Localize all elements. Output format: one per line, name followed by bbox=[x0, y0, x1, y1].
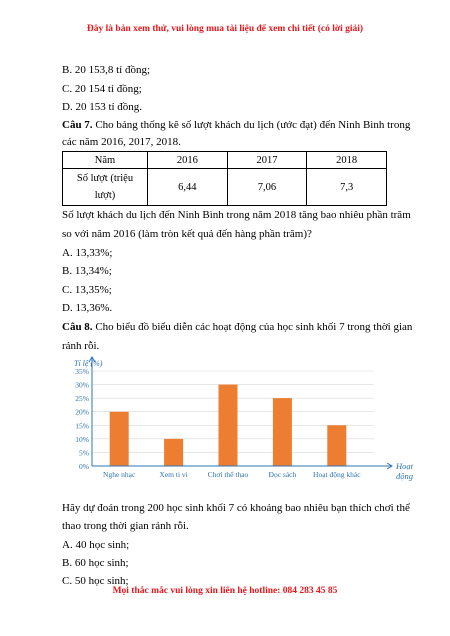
x-tick-label: Chơi thể thao bbox=[207, 470, 249, 479]
y-axis-label: Tỉ lệ (%) bbox=[74, 359, 103, 368]
y-tick-label: 15% bbox=[75, 421, 89, 431]
option-b-prev: B. 20 153,8 tỉ đồng; bbox=[62, 64, 151, 76]
hotline-footer: Mọi thắc mắc vui lòng xin liên hệ hotline: 084 283 45 85 bbox=[112, 586, 338, 596]
preview-banner: Đây là bản xem thử, vui lòng mua tài liệu để xem chi tiết (có lời giải) bbox=[86, 24, 364, 34]
bar-4 bbox=[273, 398, 292, 466]
q7-option-c: C. 13,35%; bbox=[62, 284, 112, 296]
q7-option-b: B. 13,34%; bbox=[62, 265, 112, 277]
q8-label: Câu 8. bbox=[62, 321, 93, 333]
bar-3 bbox=[219, 385, 238, 466]
q8-question-line2: thao trong thời gian rảnh rỗi. bbox=[62, 520, 189, 532]
table-row bbox=[63, 152, 387, 169]
x-axis-label: động bbox=[396, 471, 413, 481]
bar-5 bbox=[327, 425, 346, 466]
q8-question-line1: Hãy dự đoán trong 200 học sinh khối 7 có khoảng bao nhiêu bạn thích chơi thể bbox=[62, 502, 410, 514]
y-tick-label: 10% bbox=[75, 434, 89, 444]
q8-text1: Cho biểu đồ biểu diễn các hoạt động của học sinh khối 7 trong thời gian bbox=[92, 321, 413, 333]
table-cell: Năm bbox=[63, 152, 148, 169]
y-tick-label: 25% bbox=[75, 394, 89, 404]
q8-intro-line2: rảnh rỗi. bbox=[62, 340, 100, 352]
bar-1 bbox=[110, 412, 129, 466]
bar-2 bbox=[164, 439, 183, 466]
y-tick-label: 20% bbox=[75, 407, 89, 417]
table-cell bbox=[63, 169, 148, 206]
q7-label: Câu 7. bbox=[62, 119, 93, 131]
row-label-b: lượt) bbox=[94, 190, 116, 201]
table-cell: 2018 bbox=[307, 152, 387, 169]
table-cell: 2017 bbox=[227, 152, 307, 169]
y-tick-label: 5% bbox=[79, 448, 89, 458]
option-c-prev: C. 20 154 tỉ đồng; bbox=[62, 83, 142, 95]
q8-option-b: B. 60 học sinh; bbox=[62, 557, 129, 569]
q7-intro-line1 bbox=[62, 118, 410, 132]
y-tick-label: 30% bbox=[75, 380, 89, 390]
table-cell: 2016 bbox=[148, 152, 228, 169]
q8-option-c: C. 50 học sinh; bbox=[62, 575, 129, 587]
q7-text1: Cho bảng thống kê số lượt khách du lịch (ước đạt) đến Ninh Bình trong bbox=[92, 119, 411, 131]
q7-intro-line2: các năm 2016, 2017, 2018. bbox=[62, 136, 181, 148]
q7-option-a: A. 13,33%; bbox=[62, 247, 113, 259]
x-tick-label: Xem ti vi bbox=[159, 470, 188, 479]
x-tick-label: Nghe nhạc bbox=[103, 470, 136, 479]
option-d-prev: D. 20 153 tỉ đồng. bbox=[62, 101, 143, 113]
table-cell: 6,44 bbox=[148, 169, 228, 206]
q8-intro-line1 bbox=[62, 320, 412, 334]
table-row bbox=[63, 169, 387, 206]
y-tick-label: 35% bbox=[75, 367, 89, 376]
q7-option-d: D. 13,36%. bbox=[62, 302, 113, 314]
tourist-table bbox=[62, 151, 387, 206]
x-axis-label: Hoạt bbox=[396, 461, 413, 471]
q8-option-a: A. 40 học sinh; bbox=[62, 539, 130, 551]
row-label-a: Số lượt (triệu bbox=[76, 173, 134, 184]
y-tick-label: 0% bbox=[79, 462, 89, 471]
x-tick-label: Hoạt động khác bbox=[313, 470, 361, 479]
q7-question-line2: so với năm 2016 (làm tròn kết quả đến hàng phần trăm)? bbox=[62, 228, 312, 240]
x-tick-label: Đọc sách bbox=[268, 470, 297, 479]
activities-bar-chart bbox=[62, 355, 422, 485]
q7-question-line1: Số lượt khách du lịch đến Ninh Bình trong năm 2018 tăng bao nhiêu phần trăm bbox=[62, 209, 411, 221]
table-cell: 7,06 bbox=[227, 169, 307, 206]
table-cell: 7,3 bbox=[307, 169, 387, 206]
